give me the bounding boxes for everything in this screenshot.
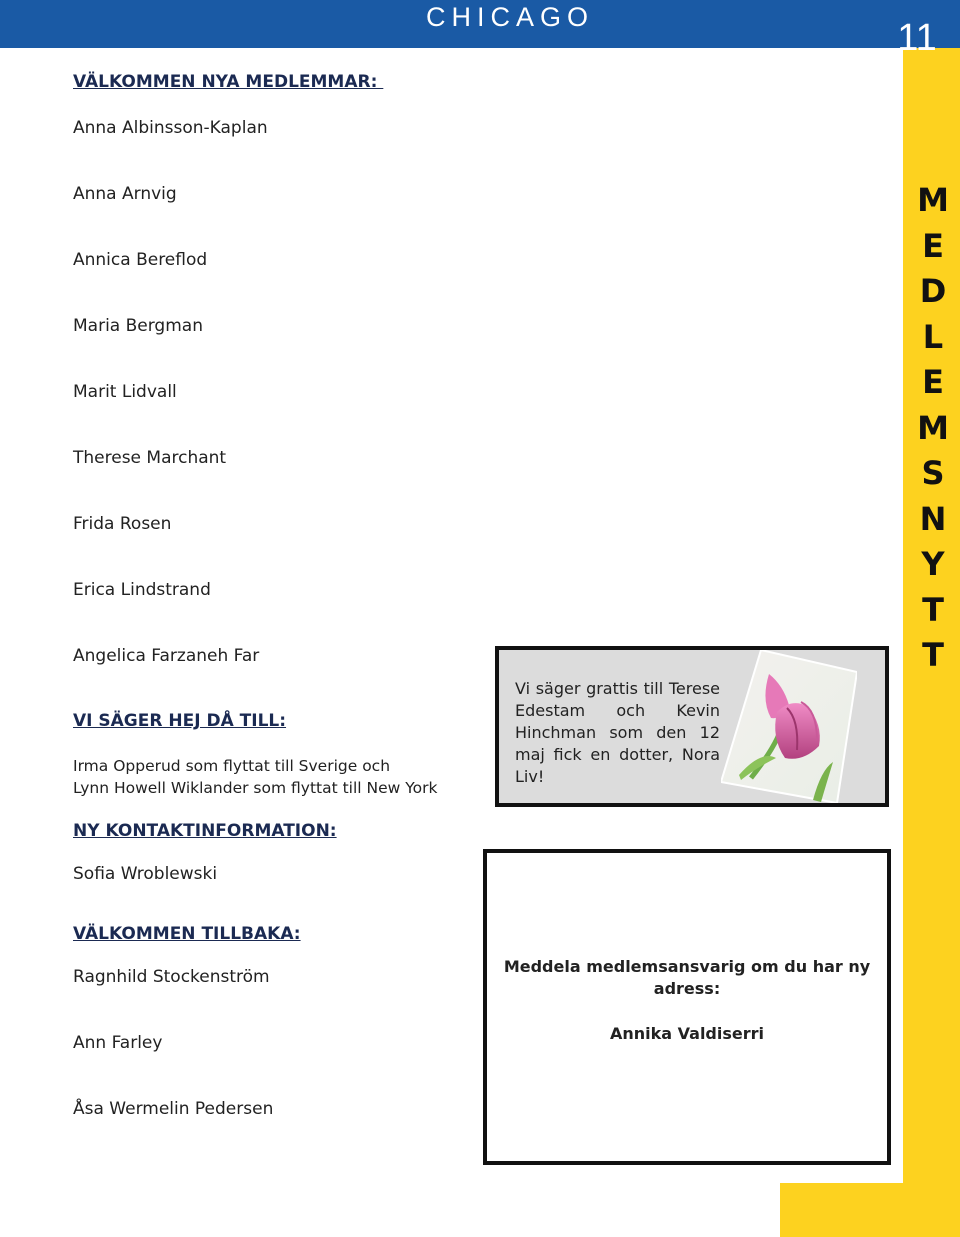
welcome-heading: VÄLKOMMEN NYA MEDLEMMAR: bbox=[73, 72, 384, 92]
address-notice-box bbox=[483, 849, 891, 1165]
side-letter: D bbox=[919, 272, 947, 310]
side-label bbox=[906, 178, 960, 679]
bottom-band bbox=[780, 1183, 960, 1237]
list-item: Åsa Wermelin Pedersen bbox=[73, 1099, 274, 1119]
side-letter: L bbox=[922, 317, 944, 356]
new-members-list bbox=[73, 117, 268, 711]
list-item: Therese Marchant bbox=[73, 448, 227, 468]
side-letter: M bbox=[917, 408, 949, 447]
goodbye-line: Irma Opperud som flyttat till Sverige och bbox=[73, 757, 391, 775]
side-letter: Y bbox=[921, 545, 945, 583]
list-item: Ann Farley bbox=[73, 1033, 163, 1053]
welcome-back-heading: VÄLKOMMEN TILLBAKA: bbox=[73, 924, 301, 944]
congrats-box bbox=[495, 646, 889, 807]
list-item: Marit Lidvall bbox=[73, 382, 177, 402]
contact-name: Sofia Wroblewski bbox=[73, 864, 218, 884]
list-item: Ragnhild Stockenström bbox=[73, 967, 270, 987]
side-letter: T bbox=[922, 590, 944, 629]
list-item: Anna Albinsson-Kaplan bbox=[73, 118, 268, 138]
side-letter: N bbox=[919, 499, 947, 538]
list-item: Angelica Farzaneh Far bbox=[73, 646, 260, 666]
congrats-text: Vi säger grattis till Terese Edestam och Kevin Hinchman som den 12 maj fick en dotter, Nora Liv! bbox=[515, 679, 720, 786]
side-letter: M bbox=[917, 181, 949, 219]
notice-text: Meddela medlemsansvarig om du har ny adress: bbox=[503, 957, 871, 998]
tulip-photo bbox=[721, 650, 857, 803]
goodbye-line: Lynn Howell Wiklander som flyttat till New York bbox=[73, 779, 438, 797]
header-title: CHICAGO bbox=[426, 2, 595, 32]
list-item: Frida Rosen bbox=[73, 514, 172, 534]
notice-contact: Annika Valdiserri bbox=[609, 1024, 765, 1043]
side-letter: T bbox=[922, 636, 944, 674]
goodbye-heading: VI SÄGER HEJ DÅ TILL: bbox=[73, 711, 287, 731]
list-item: Maria Bergman bbox=[73, 316, 203, 336]
list-item: Annica Bereflod bbox=[73, 250, 208, 270]
side-letter: S bbox=[921, 454, 945, 492]
page-number: 11 bbox=[897, 17, 937, 59]
side-letter: E bbox=[922, 226, 944, 265]
contact-heading: NY KONTAKTINFORMATION: bbox=[73, 821, 337, 841]
goodbye-text bbox=[73, 755, 438, 799]
side-letter: E bbox=[922, 363, 944, 401]
list-item: Anna Arnvig bbox=[73, 184, 177, 204]
list-item: Erica Lindstrand bbox=[73, 580, 211, 600]
